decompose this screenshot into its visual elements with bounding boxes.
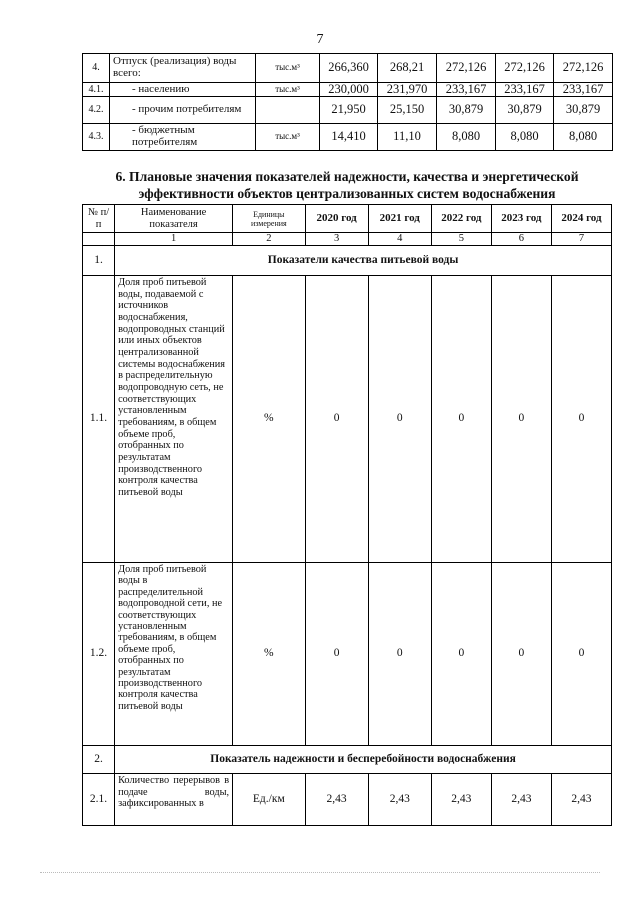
value-cell: 233,167 bbox=[554, 83, 613, 97]
row-unit: тыс.м³ bbox=[256, 124, 320, 151]
indicator-unit: % bbox=[233, 276, 305, 563]
value-cell: 0 bbox=[305, 276, 368, 563]
indicator-name: Доля проб питьевой воды в распределительной водопроводной сети, не соответствующих установленным требованиям, в общем объеме проб, отобранных по результатам производственного контроля качества питьевой воды bbox=[115, 563, 233, 746]
section-number: 2. bbox=[83, 746, 115, 774]
row-number: 4.1. bbox=[83, 83, 110, 97]
section-title: Показатели качества питьевой воды bbox=[115, 246, 612, 276]
section-title: Показатель надежности и бесперебойности водоснабжения bbox=[115, 746, 612, 774]
table-row bbox=[83, 774, 612, 826]
value-cell: 30,879 bbox=[554, 97, 613, 124]
table-row bbox=[83, 97, 613, 124]
value-cell: 272,126 bbox=[496, 54, 554, 83]
value-cell: 272,126 bbox=[554, 54, 613, 83]
table-row bbox=[83, 563, 612, 746]
header-year: 2020 год bbox=[305, 205, 368, 233]
value-cell: 8,080 bbox=[437, 124, 496, 151]
indicator-name: Доля проб питьевой воды, подаваемой с источников водоснабжения, водопроводных станций или иных объектов централизованной системы водоснабжения в распределительную водопроводную сеть, не соответствующих установленным требованиям, в общем объеме проб, отобранных по результатам производственного контроля качества питьевой воды bbox=[115, 276, 233, 563]
indicators-table bbox=[82, 204, 612, 826]
header-year: 2023 год bbox=[491, 205, 551, 233]
value-cell: 230,000 bbox=[320, 83, 378, 97]
value-cell: 268,21 bbox=[378, 54, 437, 83]
value-cell: 0 bbox=[551, 276, 611, 563]
value-cell: 8,080 bbox=[496, 124, 554, 151]
value-cell: 233,167 bbox=[437, 83, 496, 97]
header-year: 2024 год bbox=[551, 205, 611, 233]
value-cell: 25,150 bbox=[378, 97, 437, 124]
section-heading: 6. Плановые значения показателей надежности, качества и энергетической эффективности объектов централизованных систем водоснабжения bbox=[115, 169, 579, 201]
table-row bbox=[83, 276, 612, 563]
table-row bbox=[83, 83, 613, 97]
value-cell: 231,970 bbox=[378, 83, 437, 97]
header-unit: Единицы измерения bbox=[233, 205, 305, 233]
column-number: 2 bbox=[233, 233, 305, 246]
value-cell: 0 bbox=[491, 563, 551, 746]
indicator-name: Количество перерывов в подаче воды, зафиксированных в bbox=[115, 774, 233, 826]
column-number-row bbox=[83, 233, 612, 246]
value-cell: 14,410 bbox=[320, 124, 378, 151]
row-number: 4.2. bbox=[83, 97, 110, 124]
row-unit: тыс.м³ bbox=[256, 54, 320, 83]
value-cell: 30,879 bbox=[496, 97, 554, 124]
value-cell: 2,43 bbox=[491, 774, 551, 826]
row-number: 4.3. bbox=[83, 124, 110, 151]
page-number: 7 bbox=[316, 32, 324, 47]
table-row bbox=[83, 54, 613, 83]
value-cell: 0 bbox=[368, 563, 431, 746]
column-number: 7 bbox=[551, 233, 611, 246]
table-row bbox=[83, 124, 613, 151]
row-unit: тыс.м³ bbox=[256, 83, 320, 97]
value-cell: 11,10 bbox=[378, 124, 437, 151]
value-cell: 21,950 bbox=[320, 97, 378, 124]
column-number: 6 bbox=[491, 233, 551, 246]
row-number: 4. bbox=[83, 54, 110, 83]
indicator-unit: Ед./км bbox=[233, 774, 305, 826]
section-row bbox=[83, 246, 612, 276]
value-cell: 0 bbox=[551, 563, 611, 746]
section-number: 1. bbox=[83, 246, 115, 276]
value-cell: 2,43 bbox=[305, 774, 368, 826]
empty-cell bbox=[83, 233, 115, 246]
header-year: 2021 год bbox=[368, 205, 431, 233]
value-cell: 0 bbox=[368, 276, 431, 563]
row-number: 2.1. bbox=[83, 774, 115, 826]
row-number: 1.1. bbox=[83, 276, 115, 563]
column-number: 3 bbox=[305, 233, 368, 246]
value-cell: 30,879 bbox=[437, 97, 496, 124]
value-cell: 233,167 bbox=[496, 83, 554, 97]
header-year: 2022 год bbox=[431, 205, 491, 233]
row-number: 1.2. bbox=[83, 563, 115, 746]
value-cell: 2,43 bbox=[551, 774, 611, 826]
row-unit bbox=[256, 97, 320, 124]
column-number: 1 bbox=[115, 233, 233, 246]
water-supply-table bbox=[82, 53, 613, 151]
value-cell: 266,360 bbox=[320, 54, 378, 83]
row-name: - бюджетным потребителям bbox=[110, 124, 256, 151]
header-num: № п/п bbox=[83, 205, 115, 233]
value-cell: 0 bbox=[431, 276, 491, 563]
header-name: Наименование показателя bbox=[115, 205, 233, 233]
value-cell: 8,080 bbox=[554, 124, 613, 151]
value-cell: 2,43 bbox=[368, 774, 431, 826]
column-number: 4 bbox=[368, 233, 431, 246]
value-cell: 272,126 bbox=[437, 54, 496, 83]
indicator-unit: % bbox=[233, 563, 305, 746]
header-row bbox=[83, 205, 612, 233]
value-cell: 0 bbox=[431, 563, 491, 746]
column-number: 5 bbox=[431, 233, 491, 246]
scan-artifact-line bbox=[40, 872, 600, 874]
row-name: - прочим потребителям bbox=[110, 97, 256, 124]
row-name: Отпуск (реализация) воды всего: bbox=[110, 54, 256, 83]
value-cell: 0 bbox=[491, 276, 551, 563]
section-row bbox=[83, 746, 612, 774]
value-cell: 0 bbox=[305, 563, 368, 746]
value-cell: 2,43 bbox=[431, 774, 491, 826]
row-name: - населению bbox=[110, 83, 256, 97]
